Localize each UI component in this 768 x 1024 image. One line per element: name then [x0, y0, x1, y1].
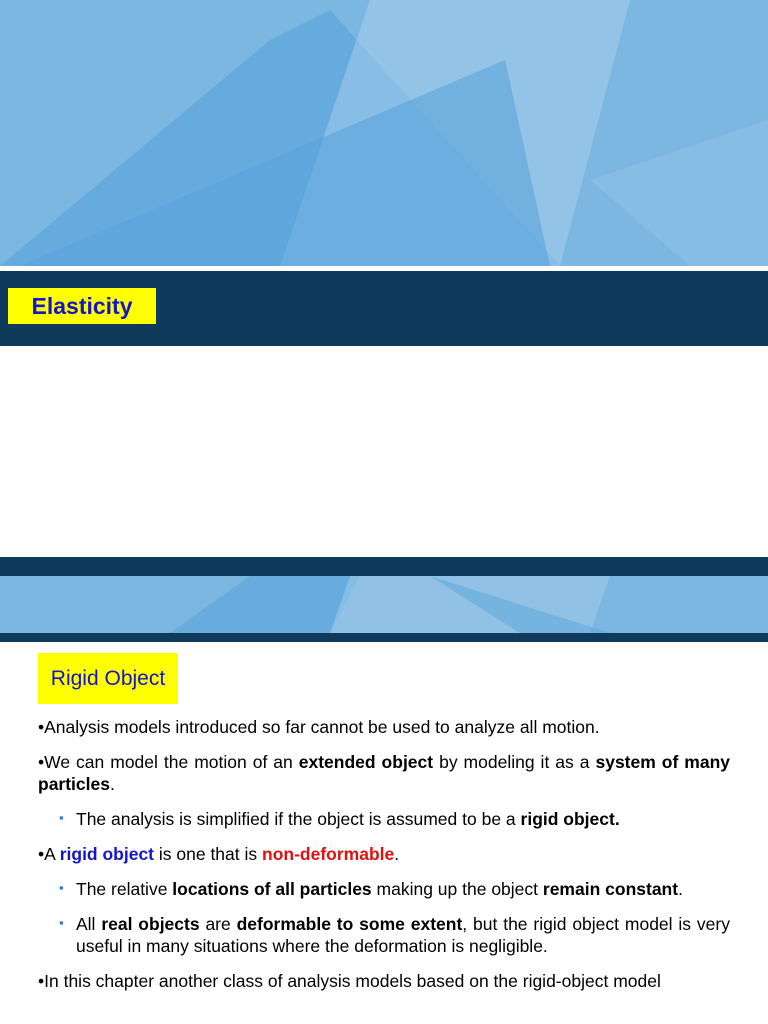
slide-body: [38, 716, 730, 1005]
emphasis-deformable: deformable to some extent: [236, 914, 463, 934]
lower-banner-graphic: [0, 576, 768, 633]
text: .: [109, 774, 115, 794]
banner-graphic: [0, 0, 768, 266]
square-bullet-icon: ▪: [59, 880, 64, 895]
title-bar: [0, 271, 768, 346]
header-banner: [0, 0, 768, 266]
text: •We can model the motion of an: [38, 752, 299, 772]
slide-title-box: [8, 288, 156, 324]
text: All: [76, 914, 102, 934]
text: , but the rigid object model is very useful in many situations where the deformation is negligible.: [76, 914, 730, 956]
emphasis-real-objects: real objects: [101, 914, 200, 934]
emphasis-remain-constant: remain constant: [542, 879, 679, 899]
lower-navy-band: [0, 557, 768, 576]
bullet-analysis-models: •Analysis models introduced so far cannot be used to analyze all motion.: [38, 717, 600, 737]
term-non-deformable: non-deformable: [262, 844, 395, 864]
text: The relative: [76, 879, 173, 899]
section-title-box: [38, 653, 178, 704]
text: by modeling it as a: [433, 752, 596, 772]
sub-bullet-real-objects: [38, 913, 730, 957]
text: is one that is: [154, 844, 262, 864]
square-bullet-icon: ▪: [59, 915, 64, 930]
text: making up the object: [371, 879, 543, 899]
square-bullet-icon: ▪: [59, 810, 64, 825]
text: .: [394, 844, 400, 864]
text: The analysis is simplified if the object is assumed to be a: [76, 809, 521, 829]
emphasis-rigid-object: rigid object.: [520, 809, 620, 829]
slide-title: Elasticity: [31, 292, 133, 319]
term-rigid-object: rigid object: [59, 844, 155, 864]
emphasis-locations: locations of all particles: [172, 879, 372, 899]
sub-bullet-rigid-assumption: [38, 808, 730, 830]
emphasis-extended-object: extended object: [298, 752, 434, 772]
text: .: [678, 879, 683, 899]
lower-navy-strip: [0, 633, 768, 642]
emphasis-system-of-particles: system of many particles: [38, 752, 731, 794]
text: •A: [38, 844, 60, 864]
bullet-rigid-definition: [38, 843, 730, 865]
section-title: Rigid Object: [50, 666, 166, 690]
lower-banner: [0, 576, 768, 633]
text: are: [199, 914, 237, 934]
bullet-extended-object: [38, 751, 730, 795]
bullet-this-chapter: •In this chapter another class of analysis models based on the rigid-object model: [38, 971, 661, 991]
sub-bullet-relative-locations: [38, 878, 730, 900]
